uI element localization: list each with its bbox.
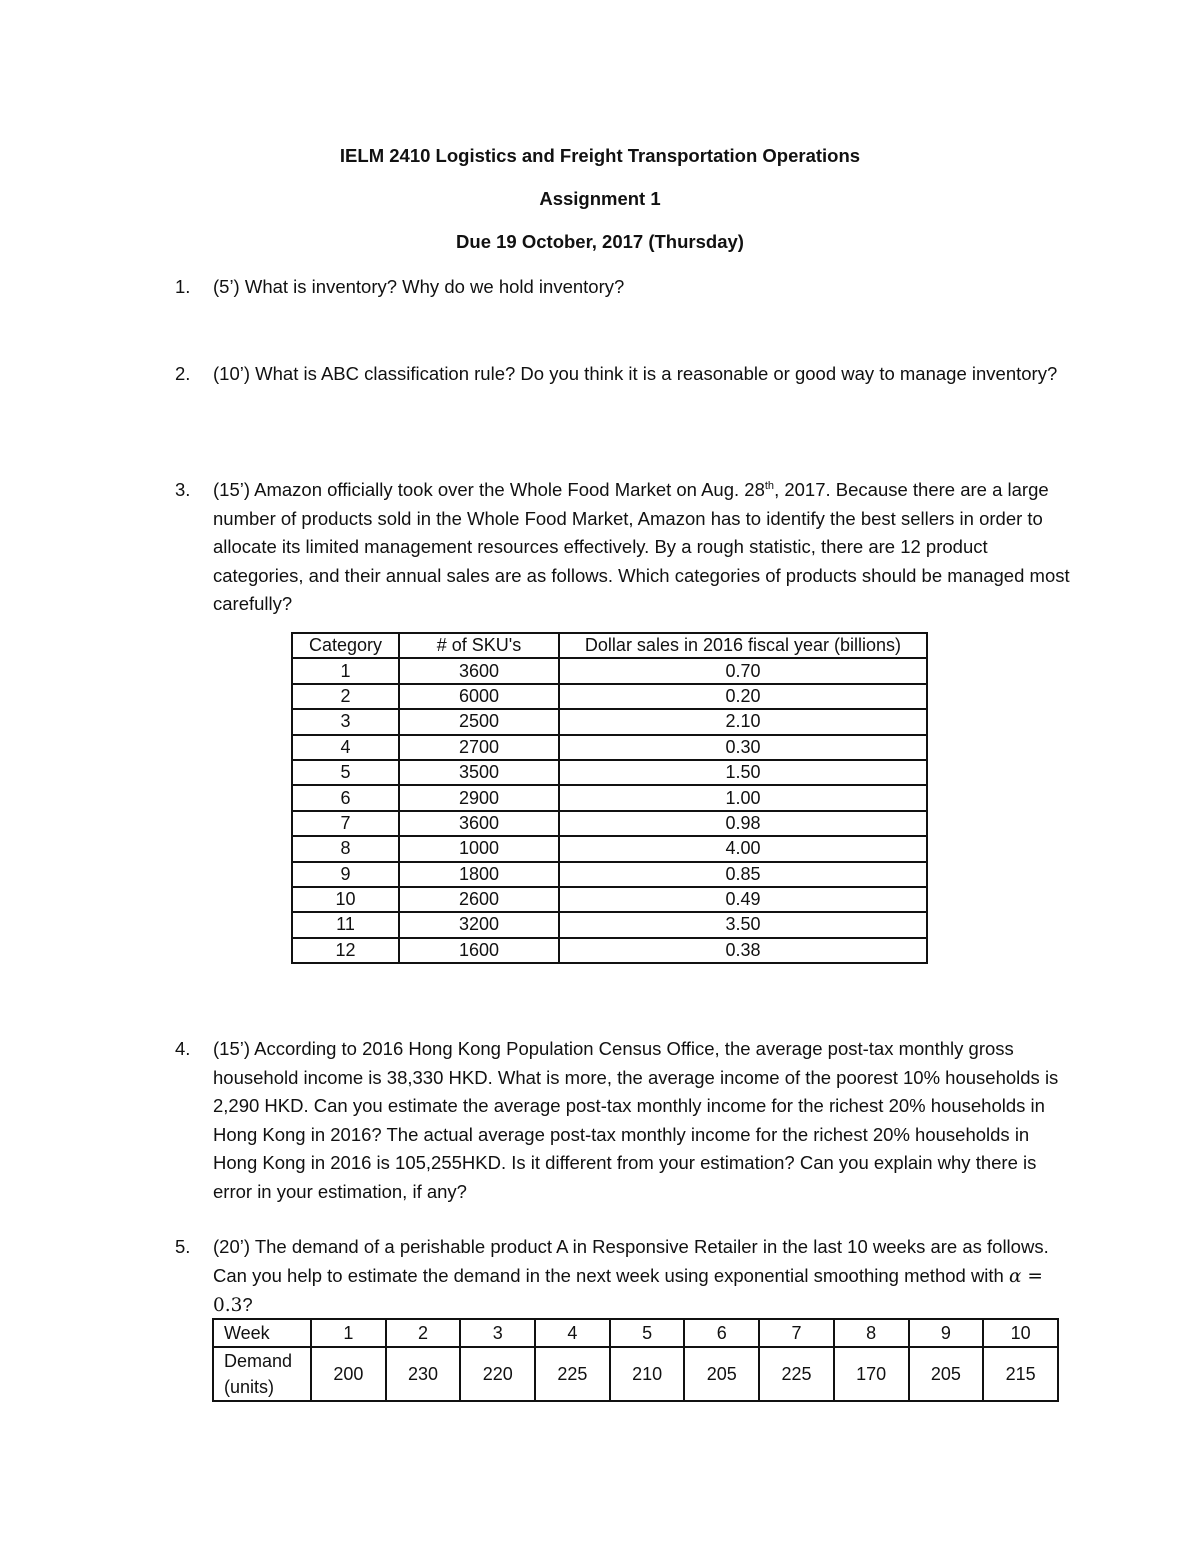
week-number-cell: 8: [834, 1319, 909, 1347]
question-2: [175, 360, 1075, 389]
week-number-cell: 3: [460, 1319, 535, 1347]
table-row: [292, 684, 927, 709]
question-number: 2.: [175, 363, 191, 384]
table-row: [292, 785, 927, 810]
sku-count-cell: 6000: [399, 684, 559, 709]
sku-count-cell: 2900: [399, 785, 559, 810]
question-text: (10’) What is ABC classification rule? Do you think it is a reasonable or good way to manage inventory?: [213, 363, 1058, 384]
question-number: 5.: [175, 1236, 191, 1257]
question-3: [175, 476, 1075, 619]
week-number-cell: 5: [610, 1319, 685, 1347]
weekly-demand-table: [212, 1318, 1059, 1402]
column-header: # of SKU's: [399, 633, 559, 658]
sku-count-cell: 1800: [399, 862, 559, 887]
dollar-sales-cell: 0.70: [559, 658, 927, 683]
dollar-sales-cell: 3.50: [559, 912, 927, 937]
category-cell: 2: [292, 684, 399, 709]
column-header: Category: [292, 633, 399, 658]
week-number-cell: 9: [909, 1319, 984, 1347]
question-1: [175, 273, 1075, 302]
demand-value-cell: 200: [311, 1347, 386, 1401]
dollar-sales-cell: 0.49: [559, 887, 927, 912]
category-cell: 10: [292, 887, 399, 912]
sku-count-cell: 1000: [399, 836, 559, 861]
due-date: Due 19 October, 2017 (Thursday): [456, 231, 744, 252]
question-4: [175, 1035, 1075, 1206]
alpha-symbol: α: [1009, 1265, 1022, 1287]
category-cell: 1: [292, 658, 399, 683]
dollar-sales-cell: 0.30: [559, 735, 927, 760]
category-cell: 12: [292, 938, 399, 963]
table-row: [292, 735, 927, 760]
dollar-sales-cell: 1.50: [559, 760, 927, 785]
question-number: 4.: [175, 1038, 191, 1059]
question-number: 1.: [175, 276, 191, 297]
question-text: (20’) The demand of a perishable product A in Responsive Retailer in the last 10 weeks are as follows. Can you help to estimate the demand in the next week using exponential smoothing method with α = 0.3?: [213, 1236, 1049, 1316]
week-number-cell: 4: [535, 1319, 610, 1347]
table-row: [292, 811, 927, 836]
sku-count-cell: 1600: [399, 938, 559, 963]
question-text: (15’) Amazon officially took over the Whole Food Market on Aug. 28th, 2017. Because there are a large number of products sold in the Whole Food Market, Amazon has to identify the best sellers in order to allocate its limited management resources effectively. By a rough statistic, there are 12 product categories, and their annual sales are as follows. Which categories of products should be managed most carefully?: [213, 479, 1070, 614]
question-text: (5’) What is inventory? Why do we hold inventory?: [213, 276, 625, 297]
dollar-sales-cell: 2.10: [559, 709, 927, 734]
category-cell: 4: [292, 735, 399, 760]
dollar-sales-cell: 4.00: [559, 836, 927, 861]
week-row: [213, 1319, 1058, 1347]
demand-value-cell: 230: [386, 1347, 461, 1401]
demand-value-cell: 215: [983, 1347, 1058, 1401]
category-cell: 9: [292, 862, 399, 887]
demand-value-cell: 225: [535, 1347, 610, 1401]
assignment-title: Assignment 1: [539, 188, 661, 209]
demand-value-cell: 205: [684, 1347, 759, 1401]
dollar-sales-cell: 0.38: [559, 938, 927, 963]
week-number-cell: 10: [983, 1319, 1058, 1347]
question-5: [175, 1233, 1075, 1321]
category-sales-table: [291, 632, 928, 964]
question-number: 3.: [175, 479, 191, 500]
week-label: Week: [213, 1319, 311, 1347]
table-row: [292, 912, 927, 937]
demand-value-cell: 220: [460, 1347, 535, 1401]
sku-count-cell: 3500: [399, 760, 559, 785]
week-number-cell: 6: [684, 1319, 759, 1347]
table-row: [292, 887, 927, 912]
category-cell: 3: [292, 709, 399, 734]
category-cell: 6: [292, 785, 399, 810]
dollar-sales-cell: 1.00: [559, 785, 927, 810]
table-row: [292, 760, 927, 785]
table-row: [292, 862, 927, 887]
table-row: [292, 836, 927, 861]
demand-value-cell: 225: [759, 1347, 834, 1401]
category-cell: 8: [292, 836, 399, 861]
demand-label: Demand (units): [213, 1347, 311, 1401]
category-cell: 11: [292, 912, 399, 937]
category-cell: 5: [292, 760, 399, 785]
sku-count-cell: 2700: [399, 735, 559, 760]
week-number-cell: 7: [759, 1319, 834, 1347]
week-number-cell: 1: [311, 1319, 386, 1347]
sku-count-cell: 2500: [399, 709, 559, 734]
superscript: th: [764, 480, 775, 492]
table-row: [292, 709, 927, 734]
category-cell: 7: [292, 811, 399, 836]
dollar-sales-cell: 0.20: [559, 684, 927, 709]
table-header-row: [292, 633, 927, 658]
question-text: (15’) According to 2016 Hong Kong Population Census Office, the average post-tax monthly gross household income is 38,330 HKD. What is more, the average income of the poorest 10% households is 2,290 HKD. Can you estimate the average post-tax monthly income for the richest 20% households in Hong Kong in 2016? The actual average post-tax monthly income for the richest 20% households in Hong Kong in 2016 is 105,255HKD. Is it different from your estimation? Can you explain why there is error in your estimation, if any?: [213, 1038, 1059, 1202]
course-title: IELM 2410 Logistics and Freight Transportation Operations: [339, 145, 861, 166]
dollar-sales-cell: 0.98: [559, 811, 927, 836]
demand-value-cell: 205: [909, 1347, 984, 1401]
column-header: Dollar sales in 2016 fiscal year (billions): [559, 633, 927, 658]
sku-count-cell: 3200: [399, 912, 559, 937]
sku-count-cell: 3600: [399, 811, 559, 836]
dollar-sales-cell: 0.85: [559, 862, 927, 887]
demand-row: [213, 1347, 1058, 1401]
table-row: [292, 658, 927, 683]
demand-value-cell: 170: [834, 1347, 909, 1401]
sku-count-cell: 2600: [399, 887, 559, 912]
demand-value-cell: 210: [610, 1347, 685, 1401]
sku-count-cell: 3600: [399, 658, 559, 683]
week-number-cell: 2: [386, 1319, 461, 1347]
table-row: [292, 938, 927, 963]
